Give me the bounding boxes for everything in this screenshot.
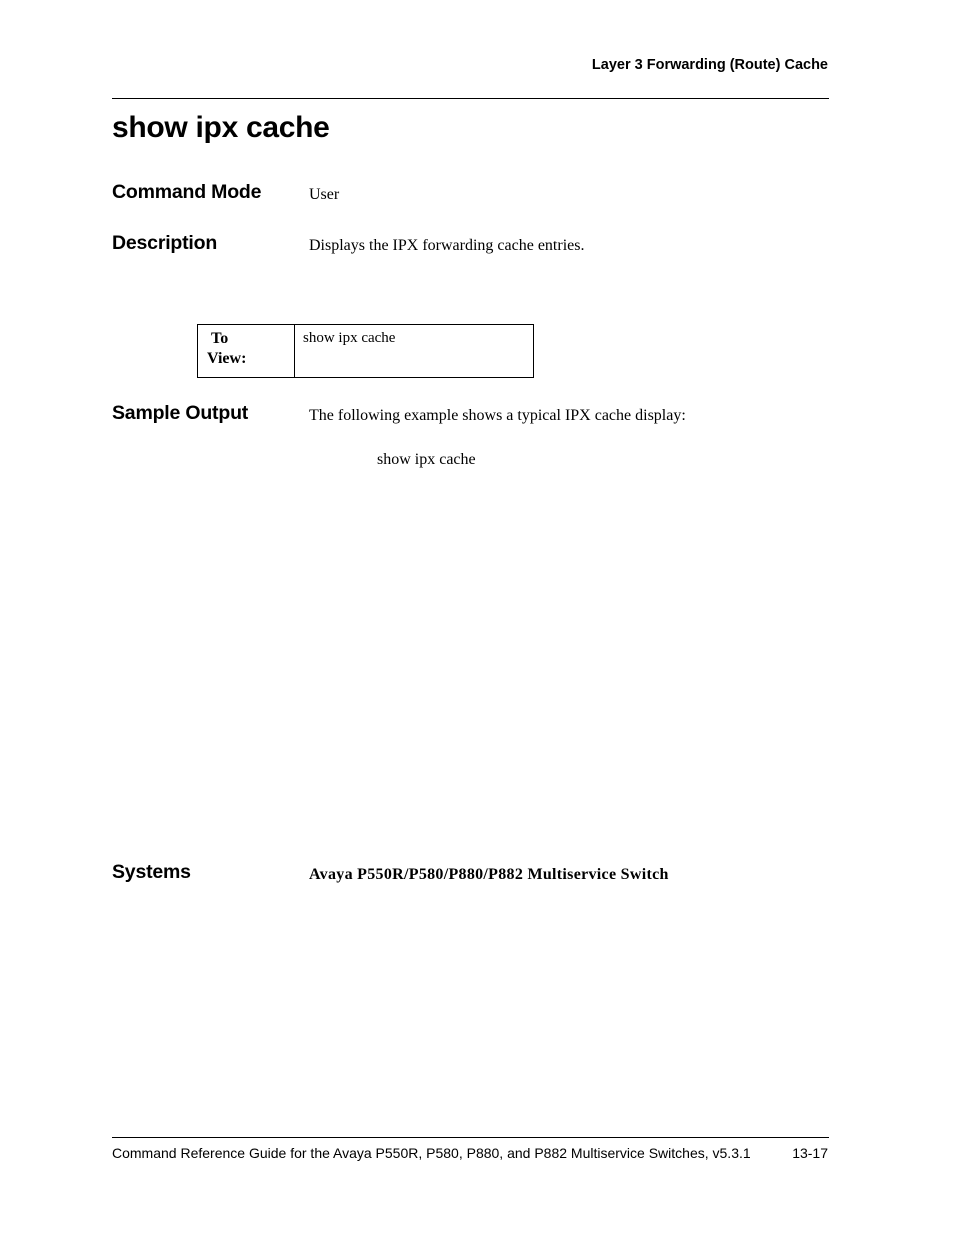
footer-rule <box>112 1137 829 1138</box>
sample-output-text: The following example shows a typical IPX cache display: <box>309 407 686 424</box>
systems-heading: Systems <box>112 861 191 883</box>
footer-page-number: 13-17 <box>792 1145 828 1161</box>
command-table-label <box>198 325 295 378</box>
footer-guide-title: Command Reference Guide for the Avaya P550R, P580, P880, and P882 Multiservice Switches, v5.3.1 <box>112 1145 751 1161</box>
description-heading: Description <box>112 232 218 254</box>
sample-output-command: show ipx cache <box>377 451 476 468</box>
command-table-label-line1: To <box>211 330 229 347</box>
description-text: Displays the IPX forwarding cache entries. <box>309 237 585 254</box>
systems-text: Avaya P550R/P580/P880/P882 Multiservice Switch <box>309 866 669 883</box>
command-table-label-line2: View: <box>207 350 247 367</box>
command-mode-heading: Command Mode <box>112 181 262 203</box>
command-table <box>197 324 534 378</box>
sample-output-heading: Sample Output <box>112 402 249 424</box>
page-title: show ipx cache <box>112 111 330 144</box>
running-header: Layer 3 Forwarding (Route) Cache <box>591 57 828 73</box>
command-table-command: show ipx cache <box>295 325 534 378</box>
command-mode-text: User <box>309 186 340 203</box>
header-rule <box>112 98 829 99</box>
